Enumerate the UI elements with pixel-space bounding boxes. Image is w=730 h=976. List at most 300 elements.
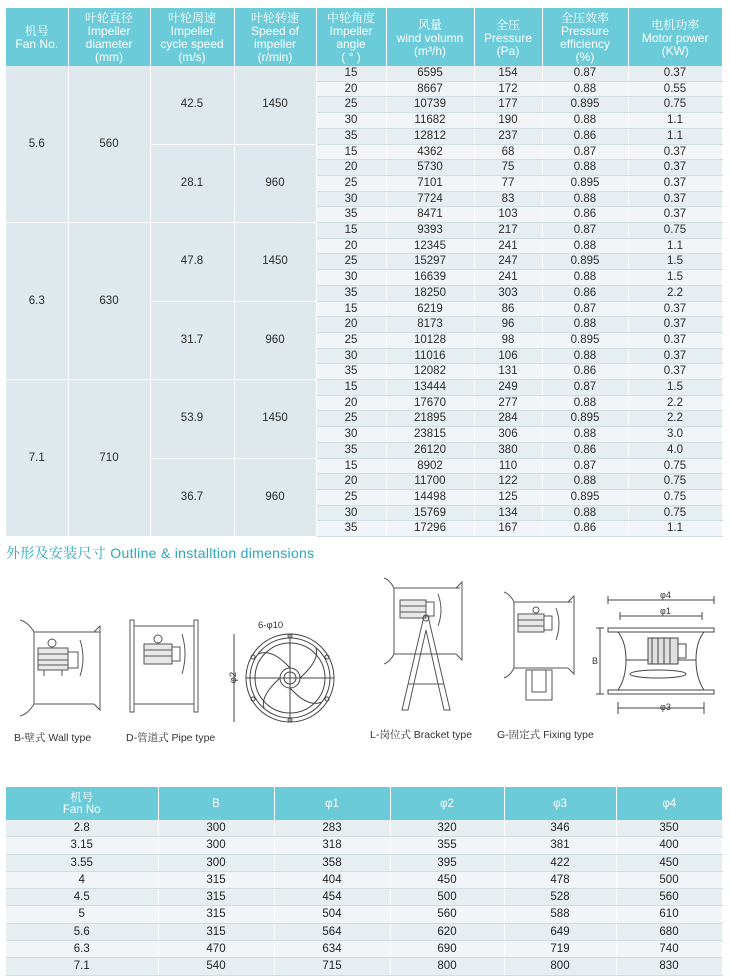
perf-header-cycle-speed (150, 8, 234, 66)
motor-power-cell: 0.37 (628, 207, 722, 223)
pressure-cell: 172 (474, 81, 542, 97)
perf-header-pressure-line: 全压 (495, 17, 520, 32)
efficiency-cell: 0.87 (542, 380, 628, 396)
pressure-cell: 131 (474, 364, 542, 380)
phi4-cell: 500 (616, 871, 722, 888)
table-row (6, 223, 722, 239)
pressure-cell: 249 (474, 380, 542, 396)
phi4-cell: 560 (616, 889, 722, 906)
perf-header-angle-line: 中轮角度 (326, 11, 375, 25)
dim-header-fan-no-en: Fan No (62, 803, 101, 816)
pressure-cell: 306 (474, 427, 542, 443)
efficiency-cell: 0.88 (542, 270, 628, 286)
pressure-cell: 380 (474, 442, 542, 458)
angle-cell: 15 (316, 144, 386, 160)
angle-cell: 35 (316, 207, 386, 223)
efficiency-cell: 0.88 (542, 505, 628, 521)
b-cell: 315 (158, 889, 274, 906)
table-row (6, 958, 722, 975)
pressure-cell: 217 (474, 223, 542, 239)
pressure-cell: 106 (474, 348, 542, 364)
phi3-cell: 346 (504, 820, 616, 837)
performance-table-header (6, 8, 722, 66)
perf-header-efficiency-line: 全压效率 (560, 11, 609, 25)
perf-header-fan-no-line: 机号 (24, 24, 49, 38)
wind-volume-cell: 15769 (386, 505, 474, 521)
pressure-cell: 134 (474, 505, 542, 521)
wind-volume-cell: 7101 (386, 175, 474, 191)
perf-header-diameter-line: 叶轮直径 (84, 11, 133, 25)
wind-volume-cell: 21895 (386, 411, 474, 427)
wind-volume-cell: 12082 (386, 364, 474, 380)
motor-power-cell: 0.75 (628, 489, 722, 505)
motor-power-cell: 0.75 (628, 97, 722, 113)
angle-cell: 15 (316, 380, 386, 396)
motor-power-cell: 0.75 (628, 458, 722, 474)
pressure-cell: 122 (474, 474, 542, 490)
wind-volume-cell: 4362 (386, 144, 474, 160)
phi2-cell: 620 (390, 923, 504, 940)
perf-header-angle-line: ( ° ) (341, 50, 361, 64)
rpm-cell: 960 (234, 144, 316, 223)
fan-no-cell: 7.1 (6, 958, 158, 975)
perf-header-wind-volume-line: wind volumn (396, 30, 464, 45)
phi4-cell: 610 (616, 906, 722, 923)
perf-header-motor-power-line: 电机功率 (651, 17, 700, 32)
motor-power-cell: 0.75 (628, 505, 722, 521)
efficiency-cell: 0.87 (542, 223, 628, 239)
dim-header-phi3: φ3 (504, 787, 616, 820)
b-cell: 300 (158, 820, 274, 837)
wind-volume-cell: 8471 (386, 207, 474, 223)
angle-cell: 30 (316, 348, 386, 364)
pressure-cell: 241 (474, 238, 542, 254)
wind-volume-cell: 11700 (386, 474, 474, 490)
perf-header-rpm (234, 8, 316, 66)
angle-cell: 30 (316, 505, 386, 521)
table-row (6, 820, 722, 837)
diameter-cell: 630 (68, 223, 150, 380)
fan-no-cell: 4.5 (6, 889, 158, 906)
perf-header-diameter-line: (mm) (95, 50, 123, 64)
phi1-cell: 318 (274, 837, 390, 854)
pressure-cell: 154 (474, 66, 542, 81)
pressure-cell: 75 (474, 160, 542, 176)
efficiency-cell: 0.895 (542, 97, 628, 113)
phi1-cell: 454 (274, 889, 390, 906)
perf-header-efficiency-line: efficiency (560, 37, 610, 51)
angle-cell: 30 (316, 113, 386, 129)
dim-header-fan-no (6, 787, 158, 820)
pressure-cell: 177 (474, 97, 542, 113)
rpm-cell: 1450 (234, 380, 316, 459)
efficiency-cell: 0.86 (542, 128, 628, 144)
wind-volume-cell: 8902 (386, 458, 474, 474)
phi2-cell: 560 (390, 906, 504, 923)
phi2-cell: 800 (390, 958, 504, 975)
efficiency-cell: 0.87 (542, 66, 628, 81)
angle-cell: 35 (316, 364, 386, 380)
side-b-label: B (592, 656, 599, 666)
perf-header-wind-volume-line: 风量 (417, 17, 442, 32)
phi1-cell: 564 (274, 923, 390, 940)
motor-power-cell: 2.2 (628, 395, 722, 411)
cycle-speed-cell: 53.9 (150, 380, 234, 459)
efficiency-cell: 0.87 (542, 301, 628, 317)
pressure-cell: 103 (474, 207, 542, 223)
front-diameter-label: φ2 (228, 671, 240, 684)
b-cell: 470 (158, 941, 274, 958)
dimension-table-body (6, 820, 722, 975)
section-title: 外形及安装尺寸 Outline & installtion dimensions (6, 545, 315, 561)
efficiency-cell: 0.88 (542, 191, 628, 207)
motor-power-cell: 0.37 (628, 332, 722, 348)
efficiency-cell: 0.86 (542, 285, 628, 301)
phi3-cell: 800 (504, 958, 616, 975)
motor-power-cell: 0.37 (628, 175, 722, 191)
dimension-table (6, 787, 723, 976)
angle-cell: 35 (316, 128, 386, 144)
table-row (6, 837, 722, 854)
phi4-cell: 450 (616, 854, 722, 871)
pressure-cell: 284 (474, 411, 542, 427)
rpm-cell: 960 (234, 458, 316, 537)
motor-power-cell: 0.37 (628, 144, 722, 160)
wind-volume-cell: 11016 (386, 348, 474, 364)
angle-cell: 30 (316, 270, 386, 286)
wall-type-caption: B-壁式 Wall type (14, 732, 92, 744)
wind-volume-cell: 16639 (386, 270, 474, 286)
efficiency-cell: 0.86 (542, 364, 628, 380)
fixing-type-caption: G-固定式 Fixing type (497, 729, 594, 741)
cycle-speed-cell: 31.7 (150, 301, 234, 380)
perf-header-rpm-line: Speed of (250, 24, 300, 38)
rpm-cell: 1450 (234, 66, 316, 144)
phi4-cell: 830 (616, 958, 722, 975)
pressure-cell: 98 (474, 332, 542, 348)
perf-header-wind-volume-line: (m³/h) (414, 43, 446, 58)
wind-volume-cell: 23815 (386, 427, 474, 443)
wall-type-drawing (14, 612, 104, 722)
phi2-cell: 500 (390, 889, 504, 906)
fan-no-cell: 4 (6, 871, 158, 888)
efficiency-cell: 0.895 (542, 489, 628, 505)
phi3-cell: 422 (504, 854, 616, 871)
angle-cell: 20 (316, 317, 386, 333)
table-row (6, 906, 722, 923)
wind-volume-cell: 17296 (386, 521, 474, 537)
wind-volume-cell: 12345 (386, 238, 474, 254)
wind-volume-cell: 6219 (386, 301, 474, 317)
perf-header-pressure (474, 8, 542, 66)
phi4-cell: 400 (616, 837, 722, 854)
phi4-cell: 350 (616, 820, 722, 837)
perf-header-cycle-speed-line: (m/s) (178, 50, 206, 64)
efficiency-cell: 0.88 (542, 395, 628, 411)
efficiency-cell: 0.88 (542, 160, 628, 176)
perf-header-diameter-line: diameter (85, 37, 133, 51)
angle-cell: 20 (316, 160, 386, 176)
phi2-cell: 355 (390, 837, 504, 854)
phi3-cell: 588 (504, 906, 616, 923)
motor-power-cell: 0.37 (628, 301, 722, 317)
perf-header-diameter (68, 8, 150, 66)
phi1-cell: 358 (274, 854, 390, 871)
wind-volume-cell: 17670 (386, 395, 474, 411)
motor-power-cell: 2.2 (628, 285, 722, 301)
performance-table-body (6, 66, 722, 537)
table-row (6, 923, 722, 940)
dim-header-fan-no-cn: 机号 (70, 791, 94, 804)
angle-cell: 30 (316, 191, 386, 207)
b-cell: 315 (158, 923, 274, 940)
perf-header-motor-power-line: Motor power (641, 30, 709, 45)
wind-volume-cell: 8667 (386, 81, 474, 97)
angle-cell: 35 (316, 442, 386, 458)
phi1-cell: 404 (274, 871, 390, 888)
perf-header-pressure-line: Pressure (483, 30, 533, 45)
diameter-cell: 710 (68, 380, 150, 537)
motor-power-cell: 4.0 (628, 442, 722, 458)
motor-power-cell: 1.1 (628, 521, 722, 537)
phi2-cell: 395 (390, 854, 504, 871)
wind-volume-cell: 10128 (386, 332, 474, 348)
wind-volume-cell: 15297 (386, 254, 474, 270)
rpm-cell: 960 (234, 301, 316, 380)
cycle-speed-cell: 36.7 (150, 458, 234, 537)
phi4-cell: 740 (616, 941, 722, 958)
angle-cell: 25 (316, 411, 386, 427)
fan-no-cell: 5.6 (6, 923, 158, 940)
front-view-drawing (228, 618, 338, 728)
pressure-cell: 167 (474, 521, 542, 537)
phi4-cell: 680 (616, 923, 722, 940)
angle-cell: 20 (316, 474, 386, 490)
motor-power-cell: 0.37 (628, 364, 722, 380)
efficiency-cell: 0.88 (542, 348, 628, 364)
angle-cell: 15 (316, 458, 386, 474)
motor-power-cell: 0.37 (628, 191, 722, 207)
b-cell: 315 (158, 871, 274, 888)
wind-volume-cell: 6595 (386, 66, 474, 81)
wind-volume-cell: 9393 (386, 223, 474, 239)
fan-no-cell: 5 (6, 906, 158, 923)
cycle-speed-cell: 28.1 (150, 144, 234, 223)
bracket-type-drawing (378, 574, 474, 716)
phi1-cell: 504 (274, 906, 390, 923)
side-phi4-label: φ4 (660, 590, 671, 600)
pressure-cell: 86 (474, 301, 542, 317)
angle-cell: 25 (316, 97, 386, 113)
phi1-cell: 715 (274, 958, 390, 975)
wind-volume-cell: 10739 (386, 97, 474, 113)
phi1-cell: 283 (274, 820, 390, 837)
angle-cell: 25 (316, 254, 386, 270)
perf-header-angle (316, 8, 386, 66)
performance-table (6, 8, 723, 537)
phi3-cell: 649 (504, 923, 616, 940)
motor-power-cell: 1.1 (628, 128, 722, 144)
perf-header-cycle-speed-line: cycle speed (160, 37, 224, 51)
side-phi1-label: φ1 (660, 606, 671, 616)
fan-no-cell: 6.3 (6, 941, 158, 958)
table-row (6, 854, 722, 871)
fan-no-cell: 3.55 (6, 854, 158, 871)
phi2-cell: 320 (390, 820, 504, 837)
pressure-cell: 110 (474, 458, 542, 474)
wind-volume-cell: 5730 (386, 160, 474, 176)
perf-header-angle-line: Impeller (329, 24, 373, 38)
angle-cell: 20 (316, 395, 386, 411)
motor-power-cell: 0.37 (628, 66, 722, 81)
perf-header-angle-line: angle (336, 37, 366, 51)
perf-header-motor-power-line: (KW) (661, 43, 689, 58)
efficiency-cell: 0.86 (542, 521, 628, 537)
perf-header-cycle-speed-line: 叶轮周速 (167, 11, 216, 25)
perf-header-rpm-line: impeller (253, 37, 296, 51)
b-cell: 540 (158, 958, 274, 975)
efficiency-cell: 0.88 (542, 474, 628, 490)
pipe-type-drawing (128, 618, 202, 714)
efficiency-cell: 0.88 (542, 113, 628, 129)
fixing-type-drawing (498, 588, 584, 706)
dim-header-phi4: φ4 (616, 787, 722, 820)
phi3-cell: 381 (504, 837, 616, 854)
pressure-cell: 247 (474, 254, 542, 270)
table-row (6, 889, 722, 906)
phi3-cell: 528 (504, 889, 616, 906)
wind-volume-cell: 18250 (386, 285, 474, 301)
b-cell: 300 (158, 854, 274, 871)
perf-header-diameter-line: Impeller (87, 24, 131, 38)
pressure-cell: 303 (474, 285, 542, 301)
motor-power-cell: 0.37 (628, 160, 722, 176)
perf-header-rpm-line: (r/min) (257, 50, 293, 64)
efficiency-cell: 0.88 (542, 238, 628, 254)
efficiency-cell: 0.88 (542, 81, 628, 97)
dim-header-phi2: φ2 (390, 787, 504, 820)
pressure-cell: 96 (474, 317, 542, 333)
angle-cell: 20 (316, 238, 386, 254)
motor-power-cell: 1.1 (628, 113, 722, 129)
wind-volume-cell: 26120 (386, 442, 474, 458)
angle-cell: 35 (316, 521, 386, 537)
side-dimension-drawing (592, 594, 722, 718)
table-row (6, 871, 722, 888)
angle-cell: 15 (316, 301, 386, 317)
perf-header-efficiency-line: (%) (575, 50, 595, 64)
perf-header-motor-power (628, 8, 722, 66)
efficiency-cell: 0.86 (542, 442, 628, 458)
angle-cell: 25 (316, 332, 386, 348)
efficiency-cell: 0.88 (542, 317, 628, 333)
dim-header-b: B (158, 787, 274, 820)
angle-cell: 15 (316, 223, 386, 239)
wind-volume-cell: 8173 (386, 317, 474, 333)
pressure-cell: 241 (474, 270, 542, 286)
perf-header-pressure-line: (Pa) (496, 43, 520, 58)
cycle-speed-cell: 42.5 (150, 66, 234, 144)
efficiency-cell: 0.87 (542, 458, 628, 474)
motor-power-cell: 0.55 (628, 81, 722, 97)
motor-power-cell: 2.2 (628, 411, 722, 427)
motor-power-cell: 1.5 (628, 270, 722, 286)
pressure-cell: 68 (474, 144, 542, 160)
angle-cell: 30 (316, 427, 386, 443)
perf-header-rpm-line: 叶轮转速 (250, 11, 299, 25)
fan-no-cell: 2.8 (6, 820, 158, 837)
bracket-type-caption: L-岗位式 Bracket type (370, 729, 473, 741)
pressure-cell: 125 (474, 489, 542, 505)
efficiency-cell: 0.87 (542, 144, 628, 160)
motor-power-cell: 1.5 (628, 254, 722, 270)
fan-no-cell: 5.6 (6, 66, 68, 223)
rpm-cell: 1450 (234, 223, 316, 302)
angle-cell: 15 (316, 66, 386, 81)
phi2-cell: 450 (390, 871, 504, 888)
perf-header-efficiency-line: Pressure (560, 24, 610, 38)
motor-power-cell: 3.0 (628, 427, 722, 443)
phi3-cell: 478 (504, 871, 616, 888)
motor-power-cell: 0.75 (628, 474, 722, 490)
perf-header-cycle-speed-line: Impeller (170, 24, 214, 38)
motor-power-cell: 1.5 (628, 380, 722, 396)
pressure-cell: 190 (474, 113, 542, 129)
wind-volume-cell: 14498 (386, 489, 474, 505)
cycle-speed-cell: 47.8 (150, 223, 234, 302)
wind-volume-cell: 12812 (386, 128, 474, 144)
angle-cell: 25 (316, 175, 386, 191)
dim-header-phi1: φ1 (274, 787, 390, 820)
fan-no-cell: 7.1 (6, 380, 68, 537)
pressure-cell: 237 (474, 128, 542, 144)
motor-power-cell: 0.75 (628, 223, 722, 239)
table-row (6, 941, 722, 958)
perf-header-wind-volume (386, 8, 474, 66)
fan-no-cell: 6.3 (6, 223, 68, 380)
angle-cell: 35 (316, 285, 386, 301)
b-cell: 300 (158, 837, 274, 854)
wind-volume-cell: 7724 (386, 191, 474, 207)
perf-header-efficiency (542, 8, 628, 66)
angle-cell: 25 (316, 489, 386, 505)
diameter-cell: 560 (68, 66, 150, 223)
motor-power-cell: 0.37 (628, 348, 722, 364)
efficiency-cell: 0.88 (542, 427, 628, 443)
b-cell: 315 (158, 906, 274, 923)
side-phi3-label: φ3 (660, 702, 671, 712)
motor-power-cell: 0.37 (628, 317, 722, 333)
table-row (6, 380, 722, 396)
table-row (6, 66, 722, 81)
pressure-cell: 83 (474, 191, 542, 207)
phi1-cell: 634 (274, 941, 390, 958)
fan-no-cell: 3.15 (6, 837, 158, 854)
efficiency-cell: 0.895 (542, 332, 628, 348)
efficiency-cell: 0.86 (542, 207, 628, 223)
phi3-cell: 719 (504, 941, 616, 958)
front-hole-label: 6-φ10 (258, 620, 284, 631)
wind-volume-cell: 13444 (386, 380, 474, 396)
pressure-cell: 77 (474, 175, 542, 191)
efficiency-cell: 0.895 (542, 175, 628, 191)
pipe-type-caption: D-管道式 Pipe type (126, 732, 216, 744)
efficiency-cell: 0.895 (542, 411, 628, 427)
pressure-cell: 277 (474, 395, 542, 411)
dimension-table-header (6, 787, 722, 820)
perf-header-fan-no-line: Fan No. (15, 37, 59, 51)
angle-cell: 20 (316, 81, 386, 97)
